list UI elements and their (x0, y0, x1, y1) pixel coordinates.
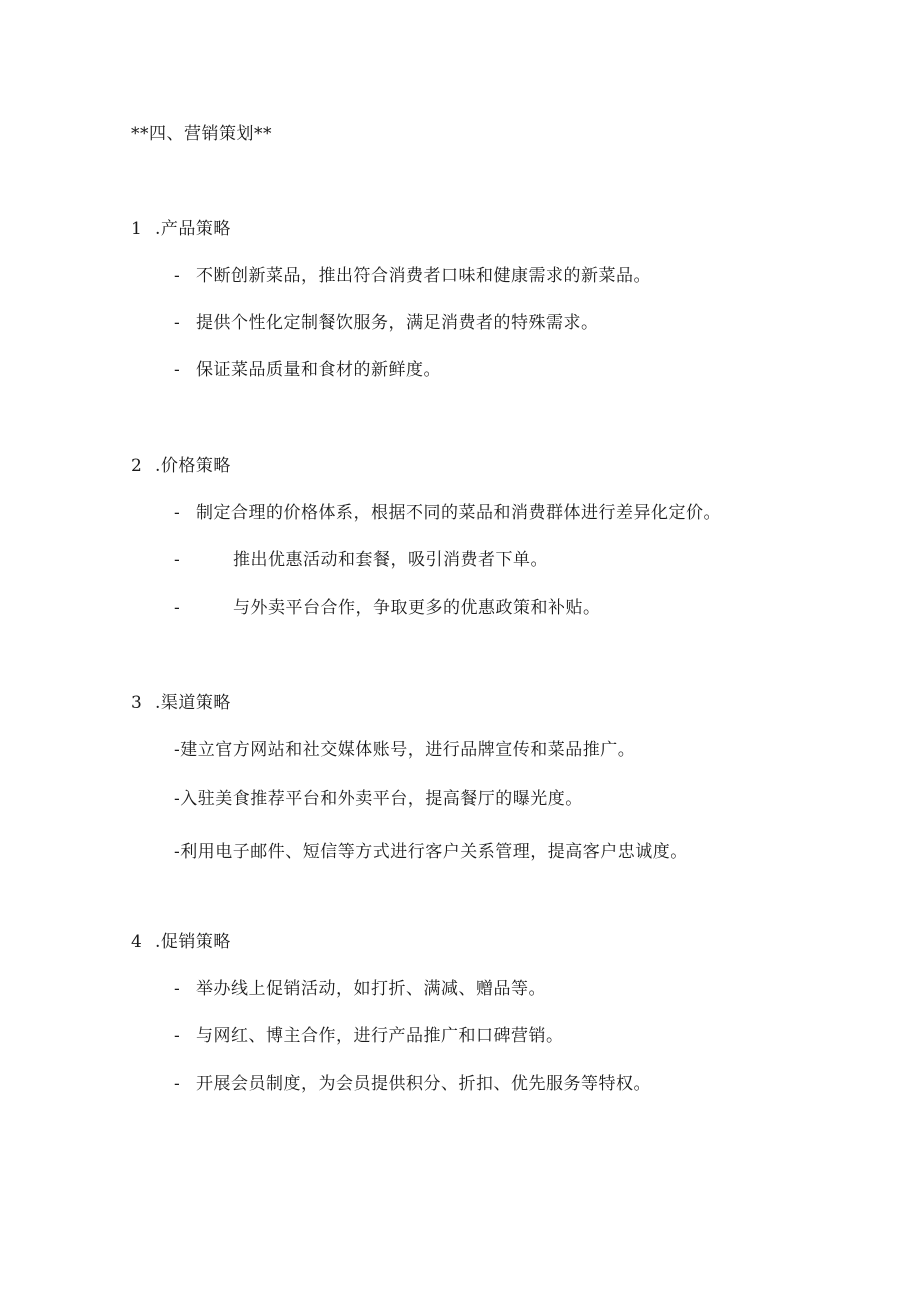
list-item (174, 548, 548, 572)
list-item-text: 制定合理的价格体系，根据不同的菜品和消费群体进行差异化定价。 (196, 503, 721, 523)
dash-marker: - (174, 979, 181, 999)
list-item-text: 开展会员制度，为会员提供积分、折扣、优先服务等特权。 (196, 1074, 651, 1094)
list-item-text: 推出优惠活动和套餐，吸引消费者下单。 (233, 550, 548, 570)
list-item (174, 501, 721, 525)
section-heading-product (131, 217, 231, 241)
list-item (174, 1072, 651, 1096)
section-title: .促销策略 (155, 932, 231, 952)
dash-marker: - (174, 1074, 181, 1094)
section-heading-channel (131, 691, 231, 715)
list-item (174, 1024, 564, 1048)
list-item-text: 不断创新菜品，推出符合消费者口味和健康需求的新菜品。 (196, 266, 651, 286)
dash-marker: - (174, 266, 181, 286)
list-item (174, 596, 601, 620)
section-number: 2 (131, 456, 143, 476)
section-heading-price (131, 454, 231, 478)
dash-marker: - (174, 598, 181, 618)
list-item-text: 保证菜品质量和食材的新鲜度。 (196, 360, 441, 380)
list-item-text: 举办线上促销活动，如打折、满减、赠品等。 (196, 979, 546, 999)
section-heading-promotion (131, 930, 231, 954)
list-item (174, 311, 599, 335)
dash-marker: - (174, 360, 181, 380)
section-title: .渠道策略 (155, 693, 231, 713)
section-title: .价格策略 (155, 456, 231, 476)
section-number: 4 (131, 932, 143, 952)
section-number: 3 (131, 693, 143, 713)
list-item (174, 977, 546, 1001)
list-item: -建立官方网站和社交媒体账号，进行品牌宣传和菜品推广。 (174, 740, 636, 760)
section-number: 1 (131, 219, 143, 239)
list-item (174, 358, 441, 382)
dash-marker: - (174, 1026, 181, 1046)
list-item-text: 提供个性化定制餐饮服务，满足消费者的特殊需求。 (196, 313, 599, 333)
dash-marker: - (174, 550, 181, 570)
list-item-text: 与网红、博主合作，进行产品推广和口碑营销。 (196, 1026, 564, 1046)
dash-marker: - (174, 503, 181, 523)
list-item-text: 与外卖平台合作，争取更多的优惠政策和补贴。 (233, 598, 601, 618)
list-item: -入驻美食推荐平台和外卖平台，提高餐厅的曝光度。 (174, 789, 583, 809)
list-item (174, 264, 651, 288)
document-title: **四、营销策划** (131, 124, 272, 144)
list-item: -利用电子邮件、短信等方式进行客户关系管理，提高客户忠诚度。 (174, 842, 688, 862)
section-title: .产品策略 (155, 219, 231, 239)
dash-marker: - (174, 313, 181, 333)
